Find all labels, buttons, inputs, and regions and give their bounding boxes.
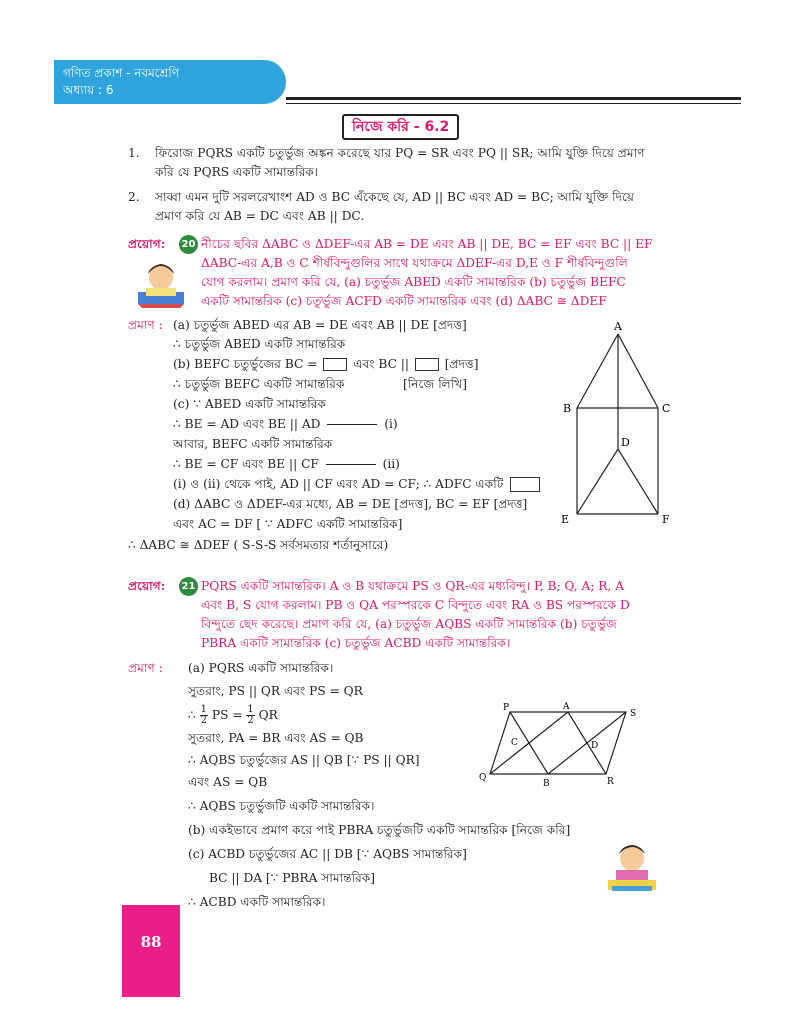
label-P: P xyxy=(503,703,510,713)
proof-21-label: প্রমাণ : xyxy=(128,661,163,675)
chapter-number: অধ্যায় : 6 xyxy=(63,83,114,97)
proof-20-line10: (d) ΔABC ও ΔDEF-এর মধ্যে, AB = DE [প্রদত্ত], BC = EF [প্রদত্ত] xyxy=(173,497,528,511)
proof-20-line7: আবার, BEFC একটি সামান্তরিক xyxy=(173,437,333,451)
proof-20-line4a: ∴ চতুর্ভুজ BEFC একটি সামান্তরিক xyxy=(173,377,345,391)
proof-20-line3a: (b) BEFC চতুর্ভুজের BC = xyxy=(173,357,318,371)
exercise-2-line2: প্রমাণ করি যে AB = DC এবং AB || DC. xyxy=(155,209,365,223)
section-title-box: নিজে করি - 6.2 xyxy=(342,114,459,140)
label-D: D xyxy=(621,436,630,449)
proof-20-line5: (c) ∵ ABED একটি সামান্তরিক xyxy=(173,397,326,411)
application-20-line2: ΔABC-এর A,B ও C শীর্ষবিন্দুগুলির সাথে যথাক্রমে ΔDEF-এর D,E ও F শীর্ষবিন্দুগুলি xyxy=(201,256,628,270)
half-num-1: 1 xyxy=(200,704,208,715)
exercise-2-line1: সাব্বা এমন দুটি সরলরেখাংশ AD ও BC এঁকেছে যে, AD || BC এবং AD = BC; আমি যুক্তি দিয়ে xyxy=(155,190,635,204)
label-A: A xyxy=(563,702,570,712)
proof-20-line6a: ∴ BE = AD এবং BE || AD xyxy=(173,417,321,431)
proof-21-line6: এবং AS = QB xyxy=(188,775,268,789)
proof-20-line8 xyxy=(173,456,400,472)
application-20-badge: 20 xyxy=(179,235,198,254)
application-21-line3: বিন্দুতে ছেদ করেছে। প্রমাণ করি যে, (a) চতুর্ভুজ AQBS একটি সামান্তরিক (b) চতুর্ভুজ xyxy=(201,617,617,631)
line-qa xyxy=(490,712,568,774)
blank-box-2[interactable] xyxy=(415,358,439,371)
proof-21-line9: (c) ACBD চতুর্ভুজের AC || DB [∵ AQBS সামান্তরিক] xyxy=(188,847,467,861)
proof-20-label: প্রমাণ : xyxy=(128,318,163,332)
reading-child-illustration xyxy=(132,258,190,310)
proof-20-line2: ∴ চতুর্ভুজ ABED একটি সামান্তরিক xyxy=(173,337,346,351)
label-A: A xyxy=(614,320,622,333)
half-num-2: 1 xyxy=(247,704,254,715)
proof-21-line5: ∴ AQBS চতুর্ভুজের AS || QB [∵ PS || QR] xyxy=(188,753,420,767)
proof-21-line10: BC || DA [∵ PBRA সামান্তরিক] xyxy=(209,871,376,885)
exercise-2-number: 2. xyxy=(128,190,140,204)
label-Q: Q xyxy=(479,773,487,783)
application-21-line2: এবং B, S যোগ করলাম। PB ও QA পরস্পরকে C বিন্দুতে এবং RA ও BS পরস্পরকে D xyxy=(201,598,630,612)
figure-parallelogram-pqrs xyxy=(470,700,645,790)
label-C: C xyxy=(662,402,671,415)
book-title: গণিত প্রকাশ - নবমশ্রেণি xyxy=(63,66,180,80)
application-21-label: প্রয়োগ: xyxy=(128,579,166,593)
proof-21-line11: ∴ ACBD একটি সামান্তরিক। xyxy=(188,895,326,909)
line-df xyxy=(618,449,658,514)
proof-20-line4b: [নিজে লিখি] xyxy=(403,377,468,391)
proof-20-line6b: (i) xyxy=(384,417,398,431)
proof-21-line8: (b) একইভাবে প্রমাণ করে পাই PBRA চতুর্ভুজটি একটি সামান্তরিক [নিজে করি] xyxy=(188,823,571,837)
line-ac xyxy=(618,334,658,408)
exercise-1-number: 1. xyxy=(128,146,140,160)
proof-20-line6 xyxy=(173,416,398,432)
half-den-2: 2 xyxy=(247,715,254,726)
proof-20-line1: (a) চতুর্ভুজ ABED এর AB = DE এবং AB || DE [প্রদত্ত] xyxy=(173,318,467,332)
application-20-label: প্রয়োগ: xyxy=(128,237,166,251)
proof-20-line8b: (ii) xyxy=(382,457,400,471)
exercise-1-line2: করি যে PQRS একটি সামান্তরিক। xyxy=(155,165,319,179)
label-R: R xyxy=(607,777,614,787)
line-de xyxy=(577,449,618,514)
half-fraction-2 xyxy=(246,705,254,726)
half-den-1: 2 xyxy=(200,715,208,726)
application-20-line3: যোগ করলাম। প্রমাণ করি যে, (a) চতুর্ভুজ ABED একটি সামান্তরিক (b) চতুর্ভুজ BEFC xyxy=(201,275,626,289)
proof-21-line1: (a) PQRS একটি সামান্তরিক। xyxy=(188,661,334,675)
label-D: D xyxy=(591,741,599,751)
proof-20-line3c: [প্রদত্ত] xyxy=(444,357,479,371)
proof-21-line3c: QR xyxy=(258,708,278,722)
label-B: B xyxy=(543,779,550,789)
proof-20-line9-text: (i) ও (ii) থেকে পাই, AD || CF এবং AD = CF; ∴ ADFC একটি xyxy=(173,477,504,491)
label-S: S xyxy=(630,709,637,719)
proof-20-line3b: এবং BC || xyxy=(353,357,409,371)
line-bs xyxy=(548,712,626,774)
half-fraction-1 xyxy=(200,705,208,726)
page-number-tab xyxy=(122,905,180,997)
writing-child-illustration xyxy=(602,840,660,895)
proof-21-line3b: PS = xyxy=(211,708,243,722)
proof-20-line11: এবং AC = DF [ ∵ ADFC একটি সামান্তরিক] xyxy=(173,517,403,531)
header-rule-thin xyxy=(286,103,741,104)
application-21-badge: 21 xyxy=(179,577,198,596)
figure-triangles-abc-def xyxy=(555,318,675,528)
application-20-line4: একটি সামান্তরিক (c) চতুর্ভুজ ACFD একটি সামান্তরিক এবং (d) ΔABC ≅ ΔDEF xyxy=(201,294,607,308)
chapter-header xyxy=(54,60,286,104)
proof-20-line9 xyxy=(173,476,540,492)
application-21-line4: PBRA একটি সামান্তরিক (c) চতুর্ভুজ ACBD একটি সামান্তরিক। xyxy=(201,636,511,650)
application-20-line1: নীচের ছবির ΔABC ও ΔDEF-এর AB = DE এবং AB || DE, BC = EF এবং BC || EF xyxy=(201,237,653,251)
blank-box-1[interactable] xyxy=(323,358,347,371)
line-ab xyxy=(577,334,618,408)
label-F: F xyxy=(662,513,670,526)
blank-box-3[interactable] xyxy=(510,477,540,492)
label-E: E xyxy=(561,513,570,526)
proof-20-line12: ∴ ΔABC ≅ ΔDEF ( S-S-S সর্বসমতার শর্তানুসারে) xyxy=(128,538,389,552)
proof-20-line8a: ∴ BE = CF এবং BE || CF xyxy=(173,457,319,471)
page-number: 88 xyxy=(140,933,162,951)
application-21-line1: PQRS একটি সামান্তরিক। A ও B যথাক্রমে PS ও QR-এর মধ্যবিন্দু। P, B; Q, A; R, A xyxy=(201,579,625,593)
proof-21-line3 xyxy=(188,703,278,727)
label-C: C xyxy=(511,738,518,748)
proof-21-line2: সুতরাং, PS || QR এবং PS = QR xyxy=(188,684,363,698)
label-B: B xyxy=(563,402,572,415)
proof-20-line3 xyxy=(173,356,478,372)
therefore-symbol: ∴ xyxy=(188,708,196,722)
header-rule xyxy=(286,97,741,100)
proof-21-line7: ∴ AQBS চতুর্ভুজটি একটি সামান্তরিক। xyxy=(188,799,375,813)
exercise-1-line1: ফিরোজ PQRS একটি চতুর্ভুজ অঙ্কন করেছে যার PQ = SR এবং PQ || SR; আমি যুক্তি দিয়ে প্রমাণ xyxy=(155,146,645,160)
proof-21-line4: সুতরাং, PA = BR এবং AS = QB xyxy=(188,731,364,745)
